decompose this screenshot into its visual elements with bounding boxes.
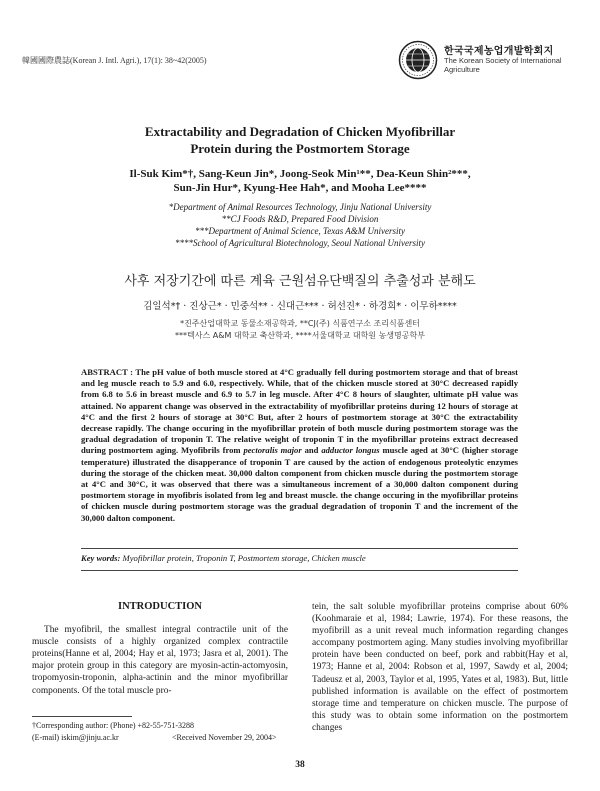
- korean-title: 사후 저장기간에 따른 계육 근원섬유단백질의 추출성과 분해도: [124, 274, 476, 289]
- society-badge: [398, 40, 588, 80]
- paper-title-line1: Extractability and Degradation of Chicken Myofibrillar: [144, 124, 456, 139]
- society-name-english-line2: Agriculture: [444, 65, 480, 74]
- authors-line2: Sun-Jin Hur*, Kyung-Hee Hah*, and Mooha Lee****: [173, 182, 427, 194]
- abstract-text-mid: and: [304, 445, 319, 456]
- keywords: [81, 553, 518, 563]
- footnote-email: (E-mail) iskim@jinju.ac.kr: [32, 733, 119, 742]
- journal-reference: 韓國國際農誌(Korean J. Intl. Agri.), 17(1): 38~42(2005): [22, 56, 207, 65]
- footnote-email-line: [32, 732, 288, 743]
- introduction-paragraph-left: The myofibril, the smallest integral contractile unit of the muscle consists of a highly organized complex contractile proteins(Hanne et al, 2004; Hay et al, 1973; Jasra et al, 2001). The major protein group in this category are myosin-actin-actomyosin, tropomyosin-troponin, alpha-actinin and the minor myofibrillar components. Of the total muscle pro-: [32, 625, 288, 696]
- introduction-heading: INTRODUCTION: [117, 601, 202, 612]
- korean-affiliation-1: *진주산업대학교 동물소재공학과, **CJ(주) 식품연구소 조리식품센터: [180, 319, 420, 328]
- affiliation-1: *Department of Animal Resources Technology, Jinju National University: [168, 202, 432, 212]
- authors-line1: Il-Suk Kim*†, Sang-Keun Jin*, Joong-Seok Min¹**, Dea-Keun Shin²***,: [129, 168, 471, 180]
- abstract-text-end: muscle aged at 30°C (higher storage temperature) illustrated the disapperance of troponin T are caused by the action of endogenous proteolytic enzymes during the storage of the chicken meat. 30,000 dalton component from chicken muscle during the postmortem storage at 4°C and 30°C, it was observed that there was a simultaneous increment of a 30,000 dalton component during postmortem storage in myofibris isolated from leg and breast muscle. the change occuring in the myofibrillar proteins of chicken muscle during postmortem storage was the gradual degradation of troponin T and the increment of the 30,000 dalton component.: [81, 445, 519, 523]
- abstract-text: The pH value of both muscle stored at 4°C gradually fell during postmortem storage and that of breast and leg muscle reach to 5.9 and 6.0, respectively. While, that of the chicken muscle stored at 30°C decreased rapidly from 6.8 to 5.6 in breast muscle and 6.9 to 5.7 in leg muscle. After 4°C 8 hours of slaughter, ultimate pH value was attained. No apparent change was observed in the extractability of myofibrillar proteins during 12 hours of storage at 4°C and the first 2 hours of storage at 30°C But, after 2 hours of postmortem storage at 30°C the extractability decrease rapidly. The change occuring in the myofibrillar protein of both muscle during postmortem storage was the gradual degradation of troponin T. The relative weight of troponin T in the myofibrillar proteins extract decreased during postmortem aging. Myofibrils from: [81, 367, 518, 456]
- affiliation-4: ****School of Agricultural Biotechnology, Seoul National University: [174, 238, 426, 248]
- society-globe-logo-icon: [398, 40, 438, 80]
- right-column: [312, 601, 568, 734]
- left-column: [32, 601, 288, 697]
- society-name-korean: 한국국제농업개발학회지: [444, 46, 554, 57]
- footnote-corresponding: †Corresponding author: (Phone) +82-55-751-3288: [32, 721, 195, 730]
- abstract-label: ABSTRACT :: [81, 367, 134, 377]
- paper-title-line2: Protein during the Postmortem Storage: [190, 141, 410, 156]
- affiliation-2: **CJ Foods R&D, Prepared Food Division: [221, 214, 379, 224]
- keywords-rule-bottom: [81, 570, 518, 571]
- introduction-paragraph-right: tein, the salt soluble myofibrillar proteins comprise about 60%(Koohmaraie et al, 1984; Lawrie, 1974). For these reasons, the myofibrill as a unit reveal much information regarding changes accompany postmortem aging. Many studies involving myofibrillar protein have been conducted on beef, pork and rabbit(Hay et al, 1973; Hanne et al, 2004: Robson et al, 1997, Sawdy et al, 2004; Tadeusz et al, 2003, Taylor et al, 1995, Yates et al, 1983). But, little published information is available on the effect of postmortem storage time and temperature on chicken muscle. The purpose of this study was to obtain some information on the postmortem changes: [312, 602, 568, 733]
- keywords-label: Key words:: [81, 553, 121, 563]
- affiliation-3: ***Department of Animal Science, Texas A&M University: [194, 226, 406, 236]
- abstract-italic-term-1: pectoralis major: [243, 445, 302, 456]
- footnote-rule: [32, 716, 132, 717]
- footnote-received: <Received November 29, 2004>: [172, 733, 277, 742]
- page-number: 38: [295, 760, 305, 770]
- korean-authors: 김일석*† · 진상근* · 민중석** · 신대근*** · 허선진* · 하경희* · 이무하****: [143, 301, 457, 312]
- society-name-english-line1: The Korean Society of International: [444, 56, 562, 65]
- abstract: [81, 367, 518, 524]
- abstract-italic-term-2: adductor longus: [321, 445, 380, 456]
- korean-affiliation-2: ***텍사스 A&M 대학교 축산학과, ****서울대학교 대학원 농생명공학부: [175, 331, 425, 340]
- keywords-text: Myofibrillar protein, Troponin T, Postmortem storage, Chicken muscle: [122, 553, 366, 563]
- keywords-rule-top: [81, 548, 518, 549]
